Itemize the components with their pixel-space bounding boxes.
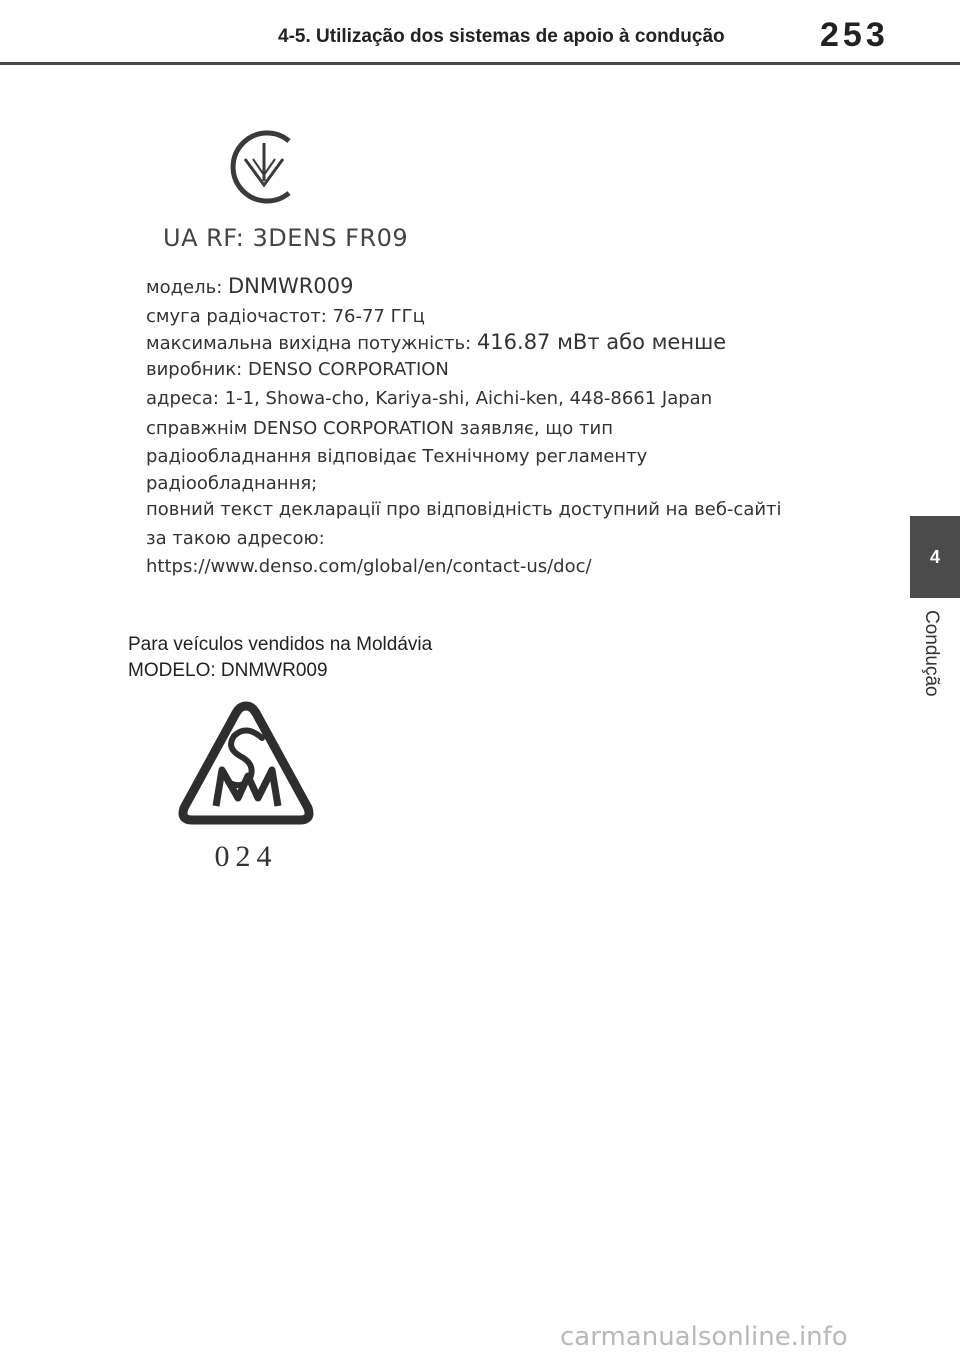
ua-power-line: максимальна вихідна потужність: 416.87 мВт або менше	[146, 330, 727, 354]
sm-conformity-mark-icon	[176, 698, 316, 832]
ua-rf-code: UA RF: 3DENS FR09	[163, 224, 409, 252]
ua-conformity-mark-icon	[225, 125, 303, 209]
chapter-tab[interactable]	[910, 516, 960, 598]
section-title: 4-5. Utilização dos sistemas de apoio à condução	[278, 26, 725, 47]
chapter-number: 4	[929, 546, 940, 567]
ua-declaration-line: радіообладнання відповідає Технічному регламенту	[146, 446, 648, 467]
header-divider	[0, 62, 960, 65]
ua-declaration-line: радіообладнання;	[146, 473, 318, 494]
ua-model-line: модель: DNMWR009	[146, 274, 354, 298]
ua-declaration-line: справжнім DENSO CORPORATION заявляє, що тип	[146, 418, 613, 439]
ua-manufacturer-line: виробник: DENSO CORPORATION	[146, 359, 449, 380]
chapter-label: Condução	[921, 610, 942, 697]
ua-declaration-line: повний текст декларації про відповідність доступний на веб-сайті	[146, 499, 782, 520]
ua-frequency-line: смуга радіочастот: 76-77 ГГц	[146, 306, 425, 327]
sm-mark-code: 024	[214, 840, 278, 873]
moldova-caption	[128, 632, 628, 684]
ua-declaration-line: за такою адресою:	[146, 528, 325, 549]
moldova-caption-line: Para veículos vendidos na Moldávia	[128, 634, 433, 655]
ua-doc-url[interactable]: https://www.denso.com/global/en/contact-us/doc/	[146, 556, 592, 577]
ua-address-line: адреса: 1-1, Showa-cho, Kariya-shi, Aichi-ken, 448-8661 Japan	[146, 388, 713, 409]
moldova-model-line: MODELO: DNMWR009	[128, 660, 328, 681]
watermark: carmanualsonline.info	[560, 1322, 848, 1352]
page-number: 253	[820, 16, 889, 54]
